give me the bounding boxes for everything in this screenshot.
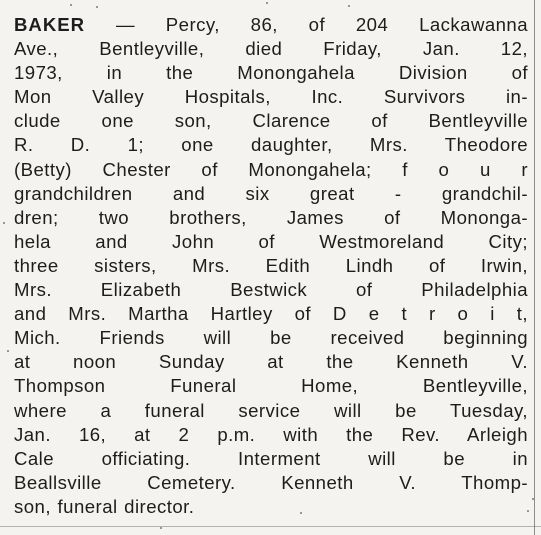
obituary-line: hela and John of Westmoreland City; bbox=[14, 230, 528, 252]
print-speck bbox=[70, 4, 72, 6]
print-speck bbox=[3, 222, 5, 224]
obituary-line: (Betty) Chester of Monongahela; f o u r bbox=[14, 158, 528, 180]
print-speck bbox=[96, 6, 98, 8]
print-speck bbox=[532, 498, 534, 500]
obituary-text bbox=[14, 13, 528, 519]
print-speck bbox=[348, 5, 350, 7]
obituary-line: and Mrs. Martha Hartley of D e t r o i t, bbox=[14, 303, 528, 325]
obituary-line: Mrs. Elizabeth Bestwick of Philadelphia bbox=[14, 279, 528, 301]
clipping-bottom-edge bbox=[0, 526, 541, 527]
obituary-line: Mich. Friends will be received beginning bbox=[14, 327, 528, 349]
obituary-line: Beallsville Cemetery. Kenneth V. Thomp- bbox=[14, 471, 528, 493]
obituary-line: Jan. 16, at 2 p.m. with the Rev. Arleigh bbox=[14, 423, 528, 445]
obituary-line: 1973, in the Monongahela Division of bbox=[14, 62, 528, 84]
obituary-line: son, funeral director. bbox=[14, 495, 195, 517]
obituary-line-text: — Percy, 86, of 204 Lackawanna bbox=[85, 14, 528, 35]
print-speck bbox=[7, 350, 9, 352]
obituary-line: grandchildren and six great - grandchil- bbox=[14, 182, 528, 204]
print-speck bbox=[160, 527, 162, 529]
print-speck bbox=[266, 2, 268, 4]
obituary-line: clude one son, Clarence of Bentleyville bbox=[14, 110, 528, 132]
obituary-line: Ave., Bentleyville, died Friday, Jan. 12, bbox=[14, 38, 528, 60]
obituary-line: Mon Valley Hospitals, Inc. Survivors in- bbox=[14, 86, 528, 108]
obituary-line: R. D. 1; one daughter, Mrs. Theodore bbox=[14, 134, 528, 156]
obituary-line: three sisters, Mrs. Edith Lindh of Irwin, bbox=[14, 254, 528, 276]
obituary-line: where a funeral service will be Tuesday, bbox=[14, 399, 528, 421]
clipping-right-edge bbox=[534, 0, 535, 535]
obituary-line: Thompson Funeral Home, Bentleyville, bbox=[14, 375, 528, 397]
obituary-line: dren; two brothers, James of Mononga- bbox=[14, 206, 528, 228]
obituary-line: at noon Sunday at the Kenneth V. bbox=[14, 351, 528, 373]
obituary-line: Cale officiating. Interment will be in bbox=[14, 447, 528, 469]
obituary-line bbox=[14, 13, 528, 37]
obituary-surname: BAKER bbox=[14, 14, 86, 35]
